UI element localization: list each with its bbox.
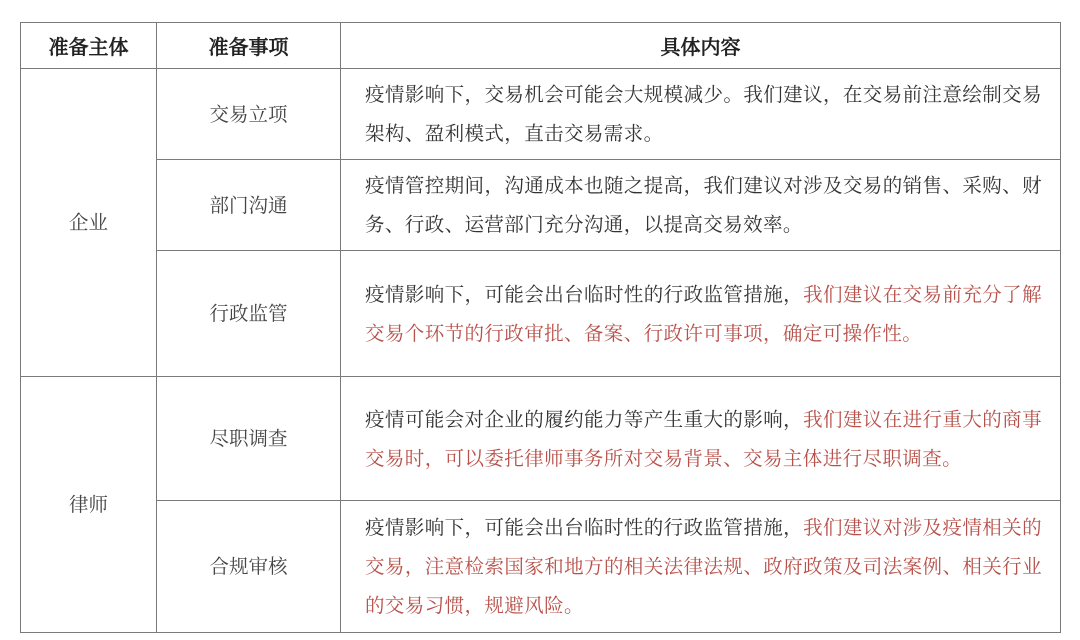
content-text: 疫情影响下，可能会出台临时性的行政监管措施，	[365, 516, 804, 539]
subject-cell-enterprise: 企业	[21, 69, 157, 377]
content-cell	[341, 377, 1061, 501]
item-cell: 部门沟通	[157, 160, 341, 251]
content-cell	[341, 501, 1061, 633]
table-row	[21, 377, 1061, 501]
content-highlight: 我们建议对涉及疫情相关的交易，注意检索国家和地方的相关法律法规、政府政策及司法案例、相关行业的交易习惯，规避风险。	[365, 516, 1042, 617]
content-highlight: 我们建议在交易前充分了解交易个环节的行政审批、备案、行政许可事项，确定可操作性。	[365, 282, 1042, 345]
table-row	[21, 251, 1061, 377]
item-cell: 合规审核	[157, 501, 341, 633]
header-row	[21, 23, 1061, 69]
content-highlight: 我们建议在进行重大的商事交易时，可以委托律师事务所对交易背景、交易主体进行尽职调查。	[365, 407, 1042, 470]
preparation-table	[20, 22, 1061, 633]
header-content: 具体内容	[341, 23, 1061, 69]
content-text: 疫情管控期间，沟通成本也随之提高，我们建议对涉及交易的销售、采购、财务、行政、运营部门充分沟通，以提高交易效率。	[365, 174, 1042, 236]
item-cell: 交易立项	[157, 69, 341, 160]
header-item: 准备事项	[157, 23, 341, 69]
content-text: 疫情影响下，可能会出台临时性的行政监管措施，	[365, 282, 804, 306]
content-cell	[341, 69, 1061, 160]
item-cell: 尽职调查	[157, 377, 341, 501]
table-row	[21, 69, 1061, 160]
content-text: 疫情可能会对企业的履约能力等产生重大的影响，	[365, 407, 804, 431]
content-text: 疫情影响下，交易机会可能会大规模减少。我们建议，在交易前注意绘制交易架构、盈利模式，直击交易需求。	[365, 83, 1042, 145]
subject-cell-lawyer: 律师	[21, 377, 157, 633]
header-subject: 准备主体	[21, 23, 157, 69]
content-cell	[341, 251, 1061, 377]
table-row	[21, 160, 1061, 251]
table-row	[21, 501, 1061, 633]
item-cell: 行政监管	[157, 251, 341, 377]
content-cell	[341, 160, 1061, 251]
